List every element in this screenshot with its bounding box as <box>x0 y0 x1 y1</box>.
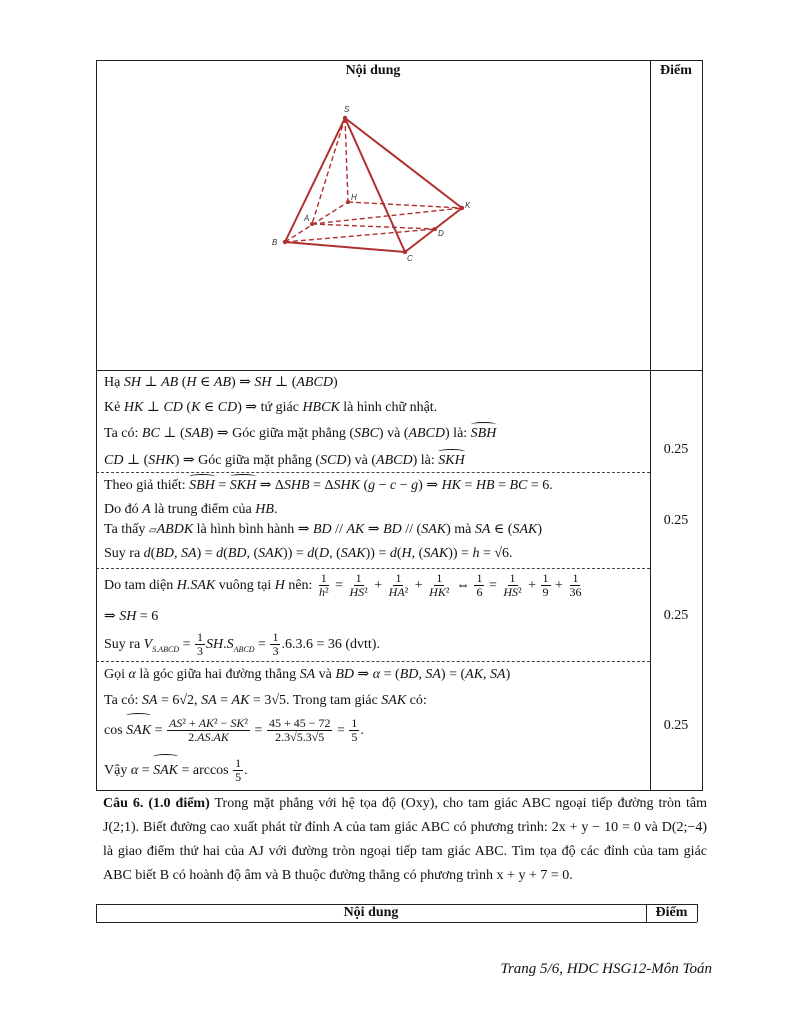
row2-line2: Do đó A là trung điểm của HB. <box>104 502 278 517</box>
row1-line4: CD ⊥ (SHK) ⇒ Góc giữa mặt phẳng (SCD) và (ABCD) là: SKH <box>104 453 465 468</box>
row2-line4: Suy ra d(BD, SA) = d(BD, (SAK)) = d(D, (SAK)) = d(H, (SAK)) = h = √6. <box>104 546 513 561</box>
edge-HK <box>348 202 462 208</box>
edge-BD <box>285 229 435 242</box>
label-S: S <box>344 105 350 114</box>
pyramid-figure <box>260 100 490 270</box>
question-6 <box>103 792 707 888</box>
row3-line2: ⇒ SH = 6 <box>104 609 159 624</box>
edge-SH <box>345 118 348 202</box>
row2-line3: Ta thấy ▱ABDK là hình bình hành ⇒ BD // AK ⇒ BD // (SAK) mà SA ∈ (SAK) <box>104 522 543 537</box>
row4-line1: Gọi α là góc giữa hai đường thẳng SA và BD ⇒ α = (BD, SA) = (AK, SA) <box>104 667 511 682</box>
row1-line1: Hạ SH ⊥ AB (H ∈ AB) ⇒ SH ⊥ (ABCD) <box>104 375 338 390</box>
page-footer: Trang 5/6, HDC HSG12-Môn Toán <box>500 961 712 977</box>
edge-SA <box>312 118 345 224</box>
row4-score: 0.25 <box>663 718 689 733</box>
row4-line2: Ta có: SA = 6√2, SA = AK = 3√5. Trong tam giác SAK có: <box>104 693 427 708</box>
table2-right-border <box>697 904 698 922</box>
row3-line3: Suy ra $V_{S.ABCD}$ = $\frac{1}{3}$ $SH.S_{ABCD}$ = $\frac{1}{3}$ .6.3.6 = 36 (dvtt). <box>104 630 380 659</box>
table-row-divider <box>96 472 650 473</box>
table-row-divider <box>96 568 650 569</box>
table-bottom-border <box>96 790 703 791</box>
question-text: Trong mặt phẳng với hệ tọa độ (Oxy), cho tam giác ABC ngoại tiếp đường tròn tâm J(2;1). Biết đường cao xuất phát từ đỉnh A của tam giác ABC có phương trình: 2x + y − 10 = 0 và D(2;−4) là giao điểm thứ hai của AJ với đường tròn ngoại tiếp tam giác ABC. Tìm tọa độ các đỉnh của tam giác ABC biết B có hoành độ âm và B thuộc đường thẳng có phương trình x + y + 7 = 0. <box>103 796 707 883</box>
row4-line3: cos SAK = $\frac{\text{AS² + AK² − SK²}}{2.AS.AK}$ = $\frac{45 + 45 - 72}{2.3√5.3√5}$ = $\frac{1}{5}$ . <box>104 716 364 745</box>
row2-score: 0.25 <box>663 513 689 528</box>
header-score: Điểm <box>660 63 692 78</box>
label-H: H <box>351 193 357 202</box>
row4-line4: Vậy α = SAK = arccos $\frac{1}{5}$ . <box>104 756 248 785</box>
edge-SC <box>345 118 405 252</box>
label-B: B <box>272 238 278 247</box>
edge-AD <box>312 224 435 229</box>
label-K: K <box>465 201 471 210</box>
table2-header-score: Điểm <box>655 905 688 920</box>
row1-line3: Ta có: BC ⊥ (SAB) ⇒ Góc giữa mặt phẳng (SBC) và (ABCD) là: SBH <box>104 426 497 441</box>
row1-line2: Kẻ HK ⊥ CD (K ∈ CD) ⇒ tứ giác HBCK là hình chữ nhật. <box>104 400 438 415</box>
edge-SK <box>345 118 462 208</box>
row1-score: 0.25 <box>663 442 689 457</box>
table-left-border <box>96 60 97 790</box>
row3-score: 0.25 <box>663 608 689 623</box>
table2-header-content: Nội dung <box>343 905 399 920</box>
table-column-divider <box>650 60 651 790</box>
table2-bottom-border <box>96 922 697 923</box>
table-top-border <box>96 60 703 61</box>
label-A: A <box>304 214 310 223</box>
label-C: C <box>407 254 413 263</box>
edge-BC <box>285 242 405 252</box>
label-D: D <box>438 229 444 238</box>
row2-line1: Theo giả thiết: SBH = SKH ⇒ ΔSHB = ΔSHK (g − c − g) ⇒ HK = HB = BC = 6. <box>104 478 553 493</box>
row3-line1: Do tam diện H.SAK vuông tại H nên: $\frac{1}{\text{h²}}$ = $\frac{1}{\text{HS²}}$ + $\frac{1}{\text{HA²}}$ + $\frac{1}{\text{HK²}}$ ⇔ $\frac{1}{6}$ = $\frac{1}{\text{HS²}}$ + $\frac{1}{9}$ + $\frac{1}{36}$ <box>104 571 582 600</box>
table-right-border <box>702 60 703 790</box>
question-label: Câu 6. (1.0 điểm) <box>103 796 210 811</box>
header-content: Nội dung <box>345 63 401 78</box>
table-row-border <box>96 370 703 371</box>
